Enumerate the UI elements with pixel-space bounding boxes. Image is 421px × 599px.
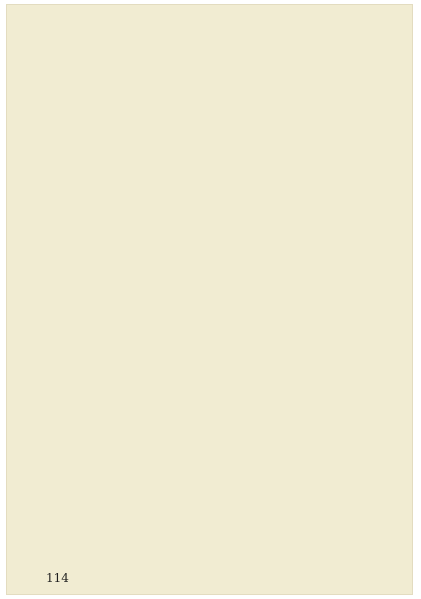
body-text xyxy=(34,38,388,574)
page-sheet xyxy=(6,4,413,595)
page-number: 114 xyxy=(46,571,69,585)
